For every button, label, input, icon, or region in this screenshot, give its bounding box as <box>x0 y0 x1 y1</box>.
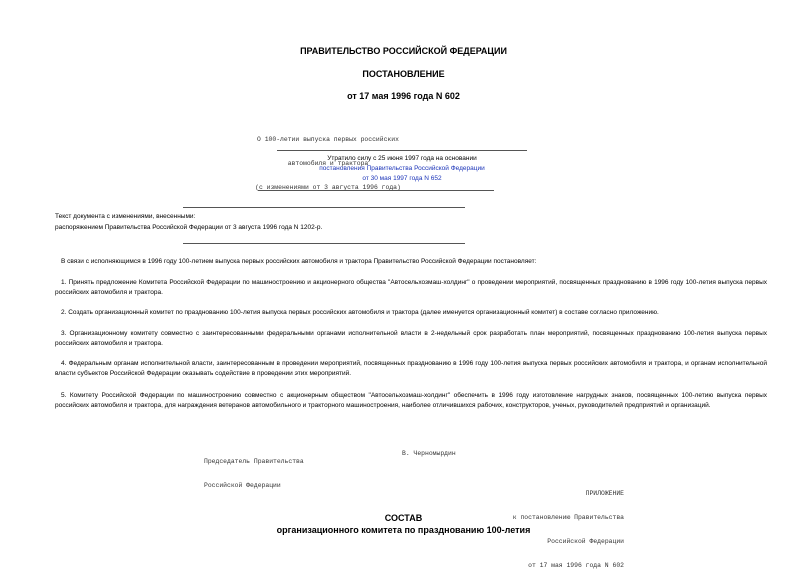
signature-title-line: Председатель Правительства <box>204 458 304 465</box>
subject-line: (с изменениями от 3 августа 1996 года) <box>255 184 401 191</box>
clause-5: 5. Комитету Российской Федерации по машиностроению совместно с акционерным обществом "Автосельхозмаш-холдинг" обеспечить в 1996 году изготовление нагрудных знаков, посвященных 100-летию выпуска первых российских автомобиля и трактора, для награждения ветеранов автомобильного и тракторного машиностроения, наиболее отличившихся рабочих, конструкторов, ученых, руководителей предприятий и организаций. <box>55 392 767 409</box>
amendment-note <box>55 211 555 233</box>
divider <box>183 243 465 244</box>
divider <box>258 190 494 191</box>
signature-title-line: Российской Федерации <box>204 482 281 489</box>
clause-2: 2. Создать организационный комитет по празднованию 100-летия выпуска первых российских автомобиля и трактора (далее именуется организационный комитет) в составе согласно приложению. <box>61 309 659 316</box>
appendix-ref-line: к постановлению Правительства <box>512 514 624 521</box>
subject-line: О 100-летии выпуска первых российских <box>257 136 399 143</box>
appendix-ref-line: от 17 мая 1996 года N 602 <box>528 562 624 569</box>
intro-paragraph: В связи с исполняющимся в 1996 году 100-летием выпуска первых российских автомобиля и трактора Правительство Российской Федерации постановляет: <box>61 258 537 265</box>
appendix-ref-line: Российской Федерации <box>547 538 624 545</box>
clause-1: 1. Принять предложение Комитета Российской Федерации по машиностроению и акционерного общества "Автосельхозмаш-холдинг" о проведении мероприятий, посвященных празднованию в 1996 году 100-летия выпуска первых российских автомобиля и трактора. <box>55 279 767 296</box>
repeal-decree-link[interactable]: постановления Правительства Российской Федерации <box>319 165 485 172</box>
appendix-label: ПРИЛОЖЕНИЕ <box>585 490 624 497</box>
amendment-note-source: распоряжением Правительства Российской Федерации от 3 августа 1996 года N 1202-р. <box>55 224 323 231</box>
composition-subtitle: организационного комитета по празднованию 100-летия <box>276 525 531 535</box>
document-date-heading: от 17 мая 1996 года N 602 <box>347 91 460 101</box>
subject-line: автомобиля и трактора <box>287 160 369 167</box>
status-note-text: Утратило силу с 25 июня 1997 года на основании <box>327 155 477 162</box>
status-note <box>277 154 527 184</box>
divider <box>183 207 465 208</box>
repeal-decree-link-date[interactable]: от 30 мая 1997 года N 652 <box>362 175 442 182</box>
document-type-heading: ПОСТАНОВЛЕНИЕ <box>362 69 445 79</box>
clause-4: 4. Федеральным органам исполнительной власти, заинтересованным в проведении мероприятий, посвященных празднованию в 1996 году 100-летия выпуска первых российских автомобиля и трактора, и органам исполнительной власти субъектов Российской Федерации оказывать содействие в проведении этих мероприятий. <box>55 360 767 377</box>
amendment-note-text: Текст документа с изменениями, внесенными: <box>55 213 196 220</box>
composition-title: СОСТАВ <box>384 513 423 523</box>
signatory-name: В. Черномырдин <box>402 450 456 457</box>
divider <box>277 150 527 151</box>
signature-title <box>204 442 304 498</box>
clause-3: 3. Организационному комитету совместно с заинтересованными федеральными органами исполнительной власти в 2-недельный срок разработать план мероприятий, посвященных празднованию 100-летия выпуска первых российских автомобиля и трактора. <box>55 330 767 347</box>
government-heading: ПРАВИТЕЛЬСТВО РОССИЙСКОЙ ФЕДЕРАЦИИ <box>300 46 507 56</box>
